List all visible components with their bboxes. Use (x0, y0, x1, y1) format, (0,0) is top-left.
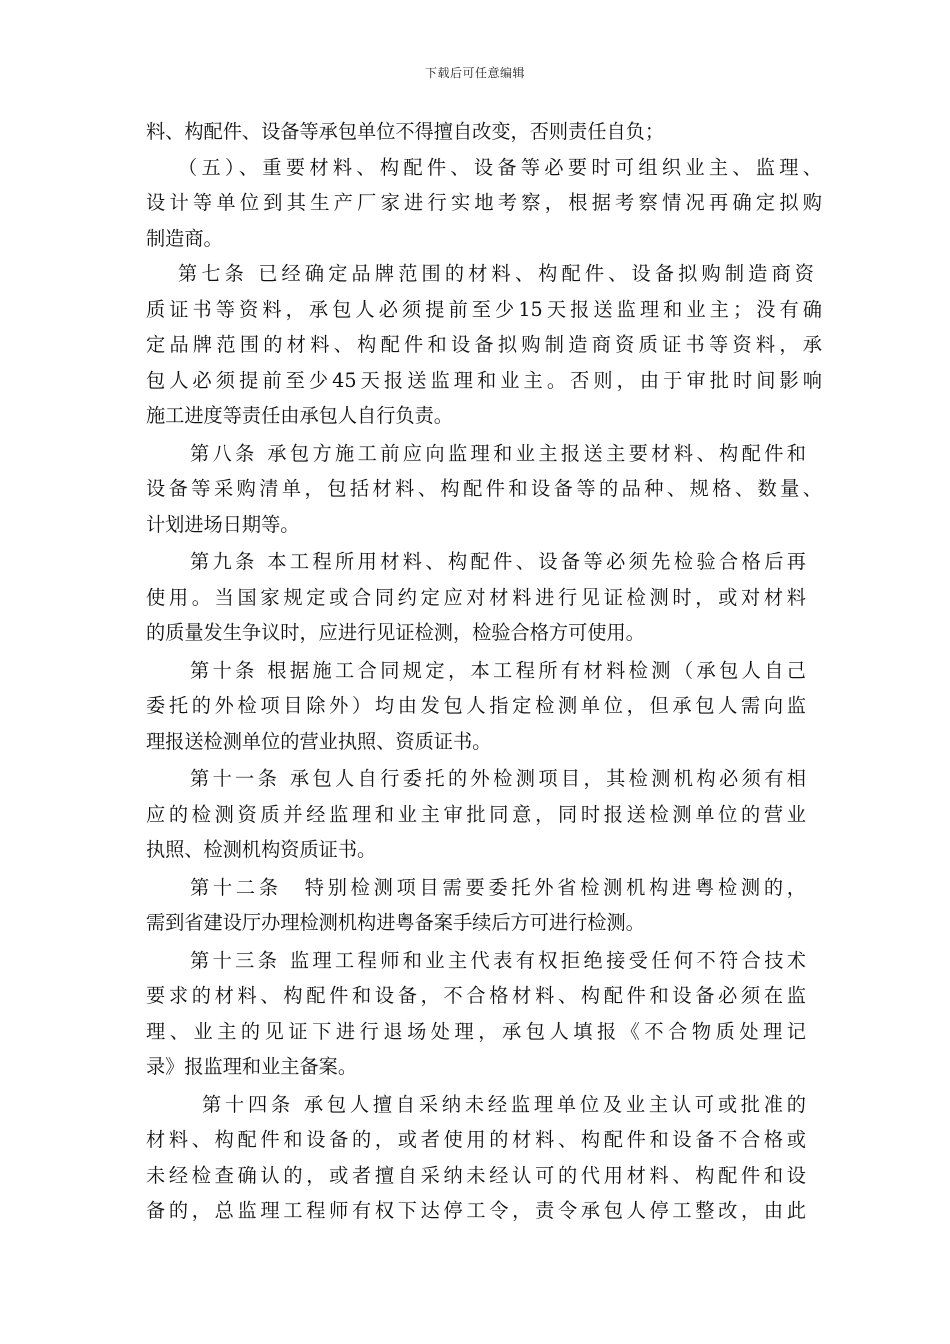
page-header-note: 下载后可任意编辑 (424, 66, 525, 80)
text-line: 录》报监理和业主备案。 (146, 1055, 358, 1078)
text-line: 理报送检测单位的营业执照、资质证书。 (146, 729, 492, 753)
text-line: 第十二条 特别检测项目需要委托外省检测机构进粤检测的， (190, 875, 806, 899)
text-line: 第九条 本工程所用材料、构配件、设备等必须先检验合格后再 (190, 550, 806, 573)
text-line: 需到省建设厅办理检测机构进粤备案手续后方可进行检测。 (146, 911, 645, 934)
text-line: 第十一条 承包人自行委托的外检测项目，其检测机构必须有相 (190, 767, 806, 790)
text-line: 设备等采购清单，包括材料、构配件和设备等的品种、规格、数量、 (146, 477, 822, 500)
text-line: 第十四条 承包人擅自采纳未经监理单位及业主认可或批准的 (202, 1092, 806, 1116)
text-line: 施工进度等责任由承包人自行负责。 (146, 404, 453, 427)
text-line: 第七条 已经确定品牌范围的材料、构配件、设备拟购制造商资 (178, 262, 814, 285)
text-line: 料、构配件、设备等承包单位不得擅自改变，否则责任自负； (146, 120, 665, 143)
text-line: 的质量发生争议时，应进行见证检测，检验合格方可使用。 (146, 621, 645, 644)
text-line: 执照、检测机构资质证书。 (146, 838, 377, 861)
text-line: 设计等单位到其生产厂家进行实地考察，根据考察情况再确定拟购 (146, 191, 822, 214)
text-line: 第十三条 监理工程师和业主代表有权拒绝接受任何不符合技术 (190, 948, 806, 972)
text-line: 定品牌范围的材料、构配件和设备拟购制造商资质证书等资料，承 (146, 333, 822, 356)
text-line: 第十条 根据施工合同规定，本工程所有材料检测（承包人自己 (190, 658, 806, 682)
text-line: 包人必须提前至少45天报送监理和业主。否则，由于审批时间影响 (146, 368, 822, 392)
text-line: 备的，总监理工程师有权下达停工令，责令承包人停工整改，由此 (146, 1199, 806, 1222)
text-line: 计划进场日期等。 (146, 512, 300, 536)
text-line: （五）、重要材料、构配件、设备等必要时可组织业主、监理、 (178, 155, 822, 179)
text-line: 理、业主的见证下进行退场处理，承包人填报《不合物质处理记 (146, 1019, 806, 1043)
text-line: 委托的外检项目除外）均由发包人指定检测单位，但承包人需向监 (146, 694, 806, 717)
text-line: 制造商。 (146, 226, 223, 250)
text-line: 未经检查确认的，或者擅自采纳未经认可的代用材料、构配件和设 (146, 1163, 806, 1187)
text-line: 第八条 承包方施工前应向监理和业主报送主要材料、构配件和 (190, 441, 806, 465)
text-line: 材料、构配件和设备的，或者使用的材料、构配件和设备不合格或 (146, 1128, 806, 1151)
document-body (146, 114, 822, 1229)
text-line: 质证书等资料，承包人必须提前至少15天报送监理和业主；没有确 (146, 297, 822, 321)
text-line: 使用。当国家规定或合同约定应对材料进行见证检测时，或对材料 (146, 585, 806, 609)
text-line: 要求的材料、构配件和设备，不合格材料、构配件和设备必须在监 (146, 984, 806, 1007)
text-line: 应的检测资质并经监理和业主审批同意，同时报送检测单位的营业 (146, 802, 806, 826)
